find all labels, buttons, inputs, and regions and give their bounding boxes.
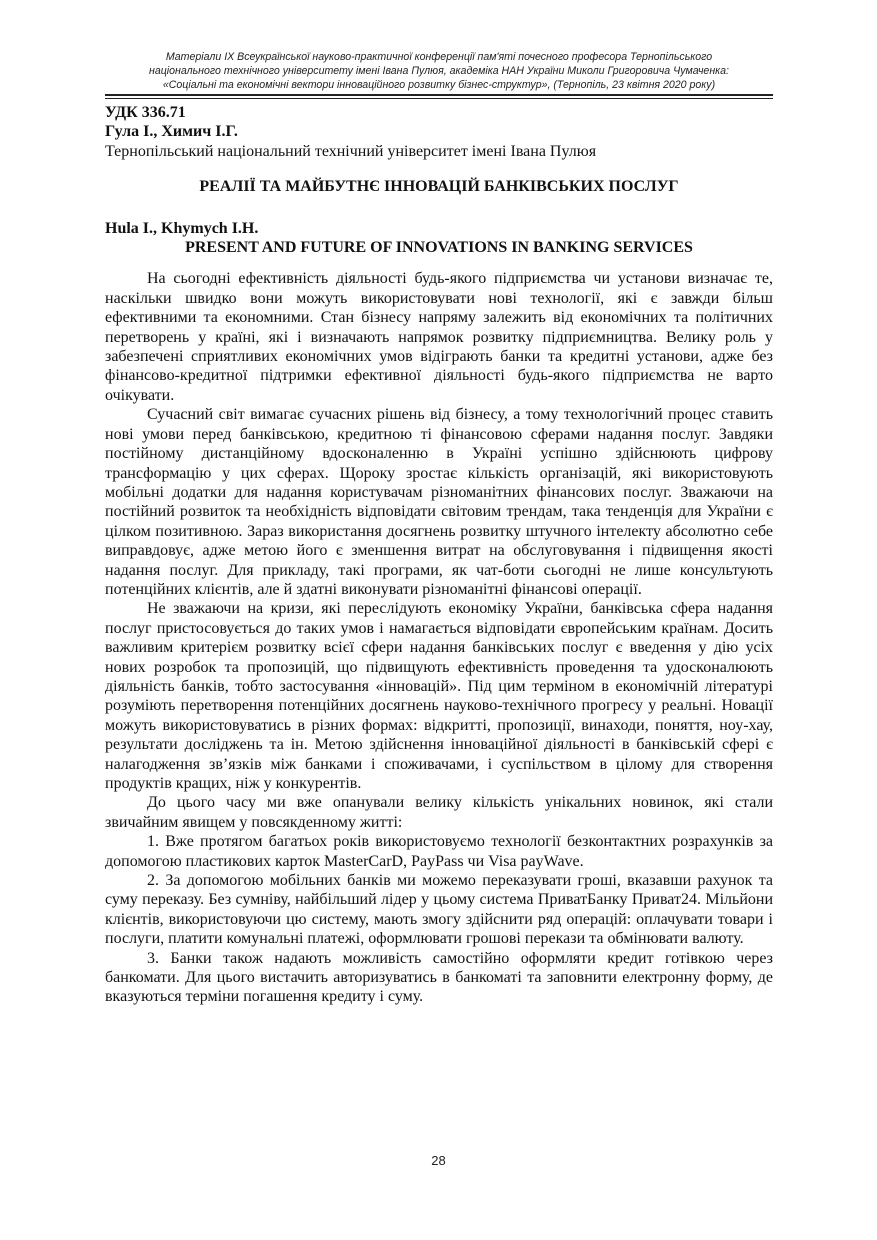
list-item: 2. За допомогою мобільних банків ми можемо переказувати гроші, вказавши рахунок та суму переказу. Без сумніву, найбільший лідер у цьому система ПриватБанку Приват24. Мільйони клієнтів, використовуючи цю систему, мають змогу здійснити ряд операцій: оплачувати товари і послуги, платити комунальні платежі, оформлювати грошові перекази та обмінювати валюту. — [105, 872, 773, 948]
header-line-3: «Соціальні та економічні вектори інноваційного розвитку бізнес-структур», (Тернопіль, 23 квітня 2020 року) — [162, 79, 716, 91]
header-divider — [105, 94, 773, 99]
article-title-en: PRESENT AND FUTURE OF INNOVATIONS IN BANKING SERVICES — [185, 239, 693, 257]
conference-header — [105, 50, 773, 92]
header-line-2: національного технічного університету імені Івана Пулюя, академіка НАН України Миколи Григоровича Чумаченка: — [149, 65, 729, 77]
article — [105, 103, 773, 1007]
affiliation: Тернопільський національний технічний університет імені Івана Пулюя — [105, 142, 597, 160]
header-line-1: Матеріали IX Всеукраїнської науково-практичної конференції пам'яті почесного професора Тернопільського — [165, 51, 713, 63]
page-number: 28 — [431, 1153, 446, 1168]
paragraph: Не зважаючи на кризи, які переслідують економіку України, банківська сфера надання послуг пристосовується до таких умов і намагається відповідати європейським країнам. Досить важливим критерієм розвитку всієї сфери надання банківських послуг є введення у дію усіх нових розробок та пропозицій, що підвищують ефективність проведення та удосконалюють діяльність банків, тобто застосування «інновацій». Під цим терміном в економічній літературі розуміють перетворення потенційних досягнень науково-технічного прогресу у реальні. Новації можуть використовуватись в різних формах: відкритті, пропозиції, винаходи, поняття, ноу-хау, результати досліджень та ін. Метою здійснення інноваційної діяльності в банківській сфері є налагодження зв’язків між банками і споживачами, і суспільством в цілому для створення продуктів кращих, ніж у конкурентів. — [105, 600, 773, 792]
authors-en: Hula I., Khymych I.H. — [105, 219, 259, 237]
list-item: 3. Банки також надають можливість самостійно оформляти кредит готівкою через банкомати. Для цього вистачить авторизуватись в банкоматі та заповнити електронну форму, де вказуються терміни погашення кредиту і суму. — [105, 949, 773, 1006]
article-body — [105, 269, 773, 1006]
paragraph: До цього часу ми вже опанували велику кількість унікальних новинок, які стали звичайним явищем у повсякденному житті: — [105, 794, 773, 831]
list-item: 1. Вже протягом багатьох років використовуємо технології безконтактних розрахунків за допомогою пластикових карток MasterCarD, PayPass чи Visa payWave. — [105, 833, 773, 870]
paragraph: Сучасний світ вимагає сучасних рішень від бізнесу, а тому технологічний процес ставить нові умови перед банківською, кредитною ті фінансовою сферами надання послуг. Завдяки постійному дистанційному вдосконаленню в Україні успішно здійснюють цифрову трансформацію у цих сферах. Щороку зростає кількість організацій, які використовують мобільні додатки для надання користувачам різноманітних фінансових послуг. Зважаючи на постійний розвиток та необхідність відповідати світовим трендам, така тенденція для України є цілком позитивною. Зараз використання досягнень розвитку штучного інтелекту абсолютно себе виправдовує, адже метою його є зменшення витрат на обслуговування і підвищення якості надання послуг. Для прикладу, такі програми, як чат-боти сьогодні не лише консультують потенційних клієнтів, але й здатні виконувати різноманітні фінансові операції. — [105, 406, 773, 598]
authors-ua: Гула І., Химич І.Г. — [105, 123, 238, 141]
udk-code: УДК 336.71 — [105, 104, 186, 121]
paragraph: На сьогодні ефективність діяльності будь-якого підприємства чи установи визначає те, наскільки швидко вони можуть використовувати нові технології, які є завжди більш ефективними та економними. Стан бізнесу напряму залежить від економічних та політичних перетворень у країні, які і визначають напрямок розвитку підприємництва. Велику роль у забезпечені сприятливих економічних умов відіграють банки та кредитні установи, адже без фінансово-кредитної підтримки ефективної діяльності будь-якого підприємства не варто очікувати. — [105, 270, 773, 404]
article-title-ua: РЕАЛІЇ ТА МАЙБУТНЄ ІННОВАЦІЙ БАНКІВСЬКИХ ПОСЛУГ — [199, 178, 679, 196]
